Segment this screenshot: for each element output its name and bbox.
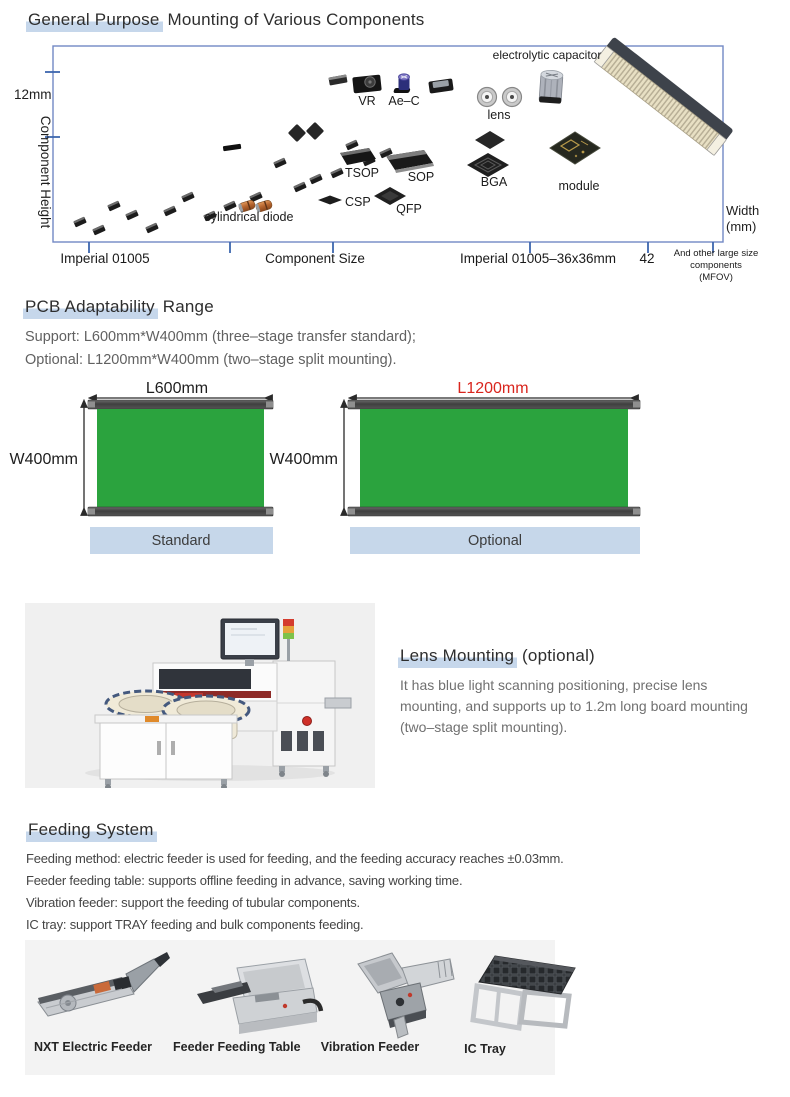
pcb-support-text — [25, 326, 416, 371]
machine-photo-panel — [25, 603, 375, 788]
optional-board — [360, 409, 628, 507]
width-axis-label-1: Width — [726, 203, 760, 218]
lens-parts — [478, 88, 522, 107]
feeder-caption-ictray: IC Tray — [464, 1042, 506, 1056]
optional-length-label: L1200mm — [457, 380, 529, 397]
label-sop: SOP — [407, 170, 435, 184]
section-title-feeding — [28, 820, 157, 840]
standard-width-label: W400mm — [9, 451, 78, 468]
label-csp: CSP — [345, 195, 371, 209]
x-label-large-size-note — [674, 248, 759, 283]
standard-board — [97, 409, 264, 507]
component-mounting-diagram — [0, 0, 790, 300]
standard-caption: Standard — [151, 533, 211, 549]
label-vr: VR — [358, 94, 376, 108]
svg-text:components: components — [690, 260, 742, 271]
aec-part — [393, 74, 411, 93]
module-part — [550, 132, 600, 164]
lens-body-text: It has blue light scanning positioning, precise lens mounting, and supports up to 1.2m long board mounting (two–stage split mounting). — [400, 677, 748, 735]
pcb-size-diagram — [0, 372, 790, 564]
ic-tray-image — [465, 948, 580, 1040]
feeder-caption-table: Feeder Feeding Table — [173, 1040, 301, 1054]
feeder-gallery-panel — [25, 940, 555, 1075]
label-electrolytic-capacitor: electrolytic capacitor — [492, 48, 602, 62]
x-label-imperial-36x36: Imperial 01005–36x36mm — [459, 251, 617, 266]
section-title-general-highlight: General Purpose — [26, 10, 163, 32]
section-title-feeding-highlight: Feeding System — [26, 820, 157, 842]
label-bga: BGA — [480, 175, 508, 189]
label-qfp: QFP — [396, 202, 422, 216]
section-title-lens — [400, 646, 595, 666]
label-aec: Ae–C — [388, 94, 420, 108]
x-label-42: 42 — [639, 251, 655, 266]
feeding-line-3: Vibration feeder: support the feeding of tubular components. — [26, 895, 360, 910]
label-module: module — [558, 179, 600, 193]
pick-and-place-machine-image — [25, 603, 375, 788]
optional-width-label: W400mm — [269, 451, 338, 468]
feeder-caption-vibration: Vibration Feeder — [320, 1040, 420, 1054]
label-cylindrical-diode: cylindrical diode — [204, 210, 294, 224]
electrolytic-capacitor-part — [539, 70, 563, 104]
feeder-caption-nxt: NXT Electric Feeder — [33, 1040, 153, 1054]
feeding-line-4: IC tray: support TRAY feeding and bulk components feeding. — [26, 917, 364, 932]
pcb-support-line2: Optional: L1200mm*W400mm (two–stage split mounting). — [25, 351, 397, 368]
vr-part — [352, 75, 382, 94]
pcb-support-line1: Support: L600mm*W400mm (three–stage transfer standard); — [25, 329, 416, 345]
section-title-pcb — [25, 297, 214, 317]
svg-text:(MFOV): (MFOV) — [699, 272, 733, 283]
y-tick-label: 12mm — [14, 87, 52, 102]
label-tsop: TSOP — [344, 166, 380, 180]
x-axis-ticks — [89, 242, 713, 253]
nxt-electric-feeder-image — [30, 950, 180, 1040]
section-title-general-rest: Mounting of Various Components — [162, 10, 425, 29]
section-title-pcb-highlight: PCB Adaptability — [23, 297, 158, 319]
standard-length-label: L600mm — [145, 380, 209, 397]
ffc-connector-part — [594, 37, 733, 156]
feeding-line-2: Feeder feeding table: supports offline feeding in advance, saving working time. — [26, 873, 463, 888]
optional-caption: Optional — [467, 533, 523, 549]
flat-chip — [328, 74, 347, 85]
inductor-part — [428, 78, 453, 93]
section-title-lens-rest: (optional) — [517, 646, 595, 665]
label-lens: lens — [487, 108, 511, 122]
pcb-optional-group — [270, 380, 640, 554]
svg-text:And other large size: And other large size — [673, 248, 759, 259]
x-label-component-size: Component Size — [265, 251, 365, 266]
x-label-imperial01005: Imperial 01005 — [60, 251, 150, 266]
pcb-standard-group — [10, 380, 273, 554]
csp-part — [318, 196, 342, 205]
vibration-feeder-image — [340, 948, 470, 1040]
section-title-lens-highlight: Lens Mounting — [398, 646, 517, 668]
bga-part — [467, 131, 509, 177]
feeding-line-1: Feeding method: electric feeder is used for feeding, and the feeding accuracy reaches ±0.03mm. — [26, 851, 564, 866]
width-axis-label-2: (mm) — [726, 219, 757, 234]
section-title-pcb-rest: Range — [157, 297, 214, 316]
feeder-feeding-table-image — [185, 948, 335, 1040]
y-axis-label: Component Height — [38, 115, 53, 229]
